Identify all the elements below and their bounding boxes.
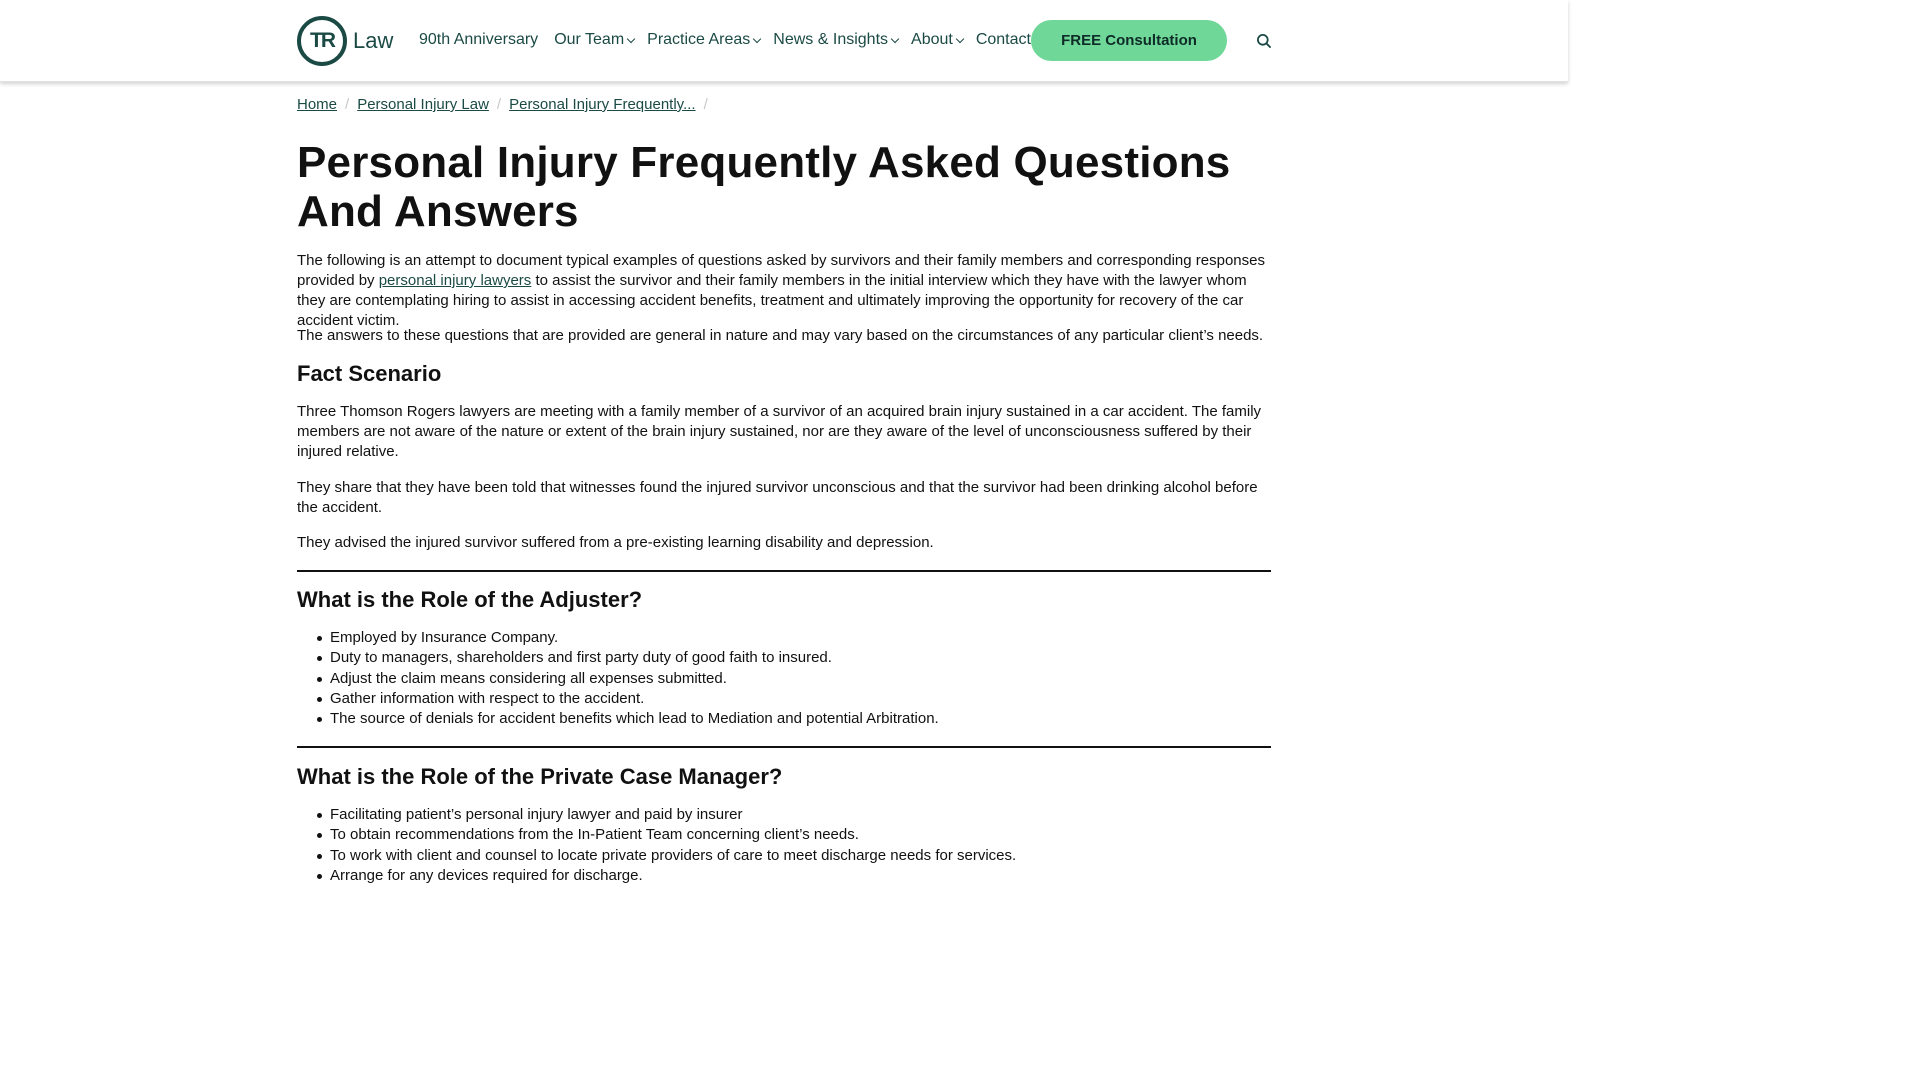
site-header (0, 0, 1568, 82)
intro-text-continued: to assist the survivor and their family members in the initial interview which they have with the lawyer whom they are contemplating hiring to assist in accessing accident benefits, treatment and ultimately improving the opportunity for recovery of the car accident victim. (297, 272, 1247, 329)
intro-paragraph (297, 251, 1272, 331)
chevron-down-icon (891, 34, 899, 42)
search-icon[interactable] (1256, 33, 1272, 49)
breadcrumb-separator: / (345, 96, 350, 113)
list-item: Arrange for any devices required for discharge. (330, 866, 1270, 886)
nav-our-team[interactable] (554, 31, 634, 49)
list-item: Gather information with respect to the accident. (330, 689, 1270, 709)
nav-practice-areas[interactable] (647, 31, 760, 49)
logo-text: Law (353, 28, 394, 53)
list-item: The source of denials for accident benefits which lead to Mediation and potential Arbitration. (330, 709, 1270, 729)
section-divider (297, 570, 1271, 572)
nav-news-insights[interactable] (773, 31, 898, 49)
logo-mark: TR (297, 16, 347, 66)
list-item: Duty to managers, shareholders and first party duty of good faith to insured. (330, 648, 1270, 668)
list-item: Adjust the claim means considering all expenses submitted. (330, 669, 1270, 689)
main-nav (419, 31, 1044, 49)
list-item: To obtain recommendations from the In-Patient Team concerning client’s needs. (330, 825, 1270, 845)
chevron-down-icon (753, 34, 761, 42)
case-manager-heading: What is the Role of the Private Case Manager? (297, 764, 783, 789)
list-item: To work with client and counsel to locate private providers of care to meet discharge needs for services. (330, 846, 1270, 866)
site-logo[interactable] (297, 16, 393, 66)
adjuster-list (330, 628, 1270, 729)
list-item: Employed by Insurance Company. (330, 628, 1270, 648)
free-consultation-button[interactable]: FREE Consultation (1031, 20, 1227, 61)
breadcrumb-current-page[interactable]: Personal Injury Frequently... (509, 96, 696, 113)
list-item: Facilitating patient’s personal injury lawyer and paid by insurer (330, 805, 1270, 825)
breadcrumb-separator: / (496, 96, 502, 113)
case-manager-list (330, 805, 1270, 886)
nav-about[interactable] (911, 31, 963, 49)
nav-label: News & Insights (773, 31, 889, 48)
nav-label: Contact (975, 31, 1031, 48)
nav-label: Practice Areas (647, 31, 751, 48)
breadcrumb (297, 96, 716, 113)
personal-injury-lawyers-link[interactable]: personal injury lawyers (378, 272, 532, 289)
intro-text: The following is an attempt to document typical examples of questions asked by survivors and their family members and corresponding responses provided by (297, 252, 1265, 289)
chevron-down-icon (627, 34, 635, 42)
breadcrumb-separator: / (703, 96, 708, 113)
fact-scenario-paragraph: They share that they have been told that witnesses found the injured survivor unconscious and that the survivor had been drinking alcohol before the accident. (297, 479, 1258, 516)
nav-90th-anniversary[interactable] (419, 31, 538, 49)
breadcrumb-personal-injury-law[interactable]: Personal Injury Law (357, 96, 489, 113)
chevron-down-icon (956, 34, 964, 42)
page-title: Personal Injury Frequently Asked Questions And Answers (297, 138, 1231, 236)
breadcrumb-home[interactable]: Home (297, 96, 338, 113)
nav-label: 90th Anniversary (419, 31, 539, 48)
fact-scenario-heading: Fact Scenario (297, 361, 442, 386)
fact-scenario-paragraph: Three Thomson Rogers lawyers are meeting with a family member of a survivor of an acquired brain injury sustained in a car accident. The family members are not aware of the nature or extent of the brain injury sustained, nor are they aware of the level of unconsciousness suffered by their injured relative. (297, 403, 1262, 460)
nav-label: Our Team (554, 31, 625, 48)
nav-label: About (911, 31, 953, 48)
adjuster-heading: What is the Role of the Adjuster? (297, 587, 643, 612)
general-note-paragraph: The answers to these questions that are provided are general in nature and may vary based on the circumstances of any particular client’s needs. (297, 327, 1264, 344)
section-divider (297, 746, 1271, 748)
nav-contact[interactable] (976, 31, 1031, 49)
fact-scenario-paragraph: They advised the injured survivor suffered from a pre-existing learning disability and depression. (297, 534, 934, 551)
